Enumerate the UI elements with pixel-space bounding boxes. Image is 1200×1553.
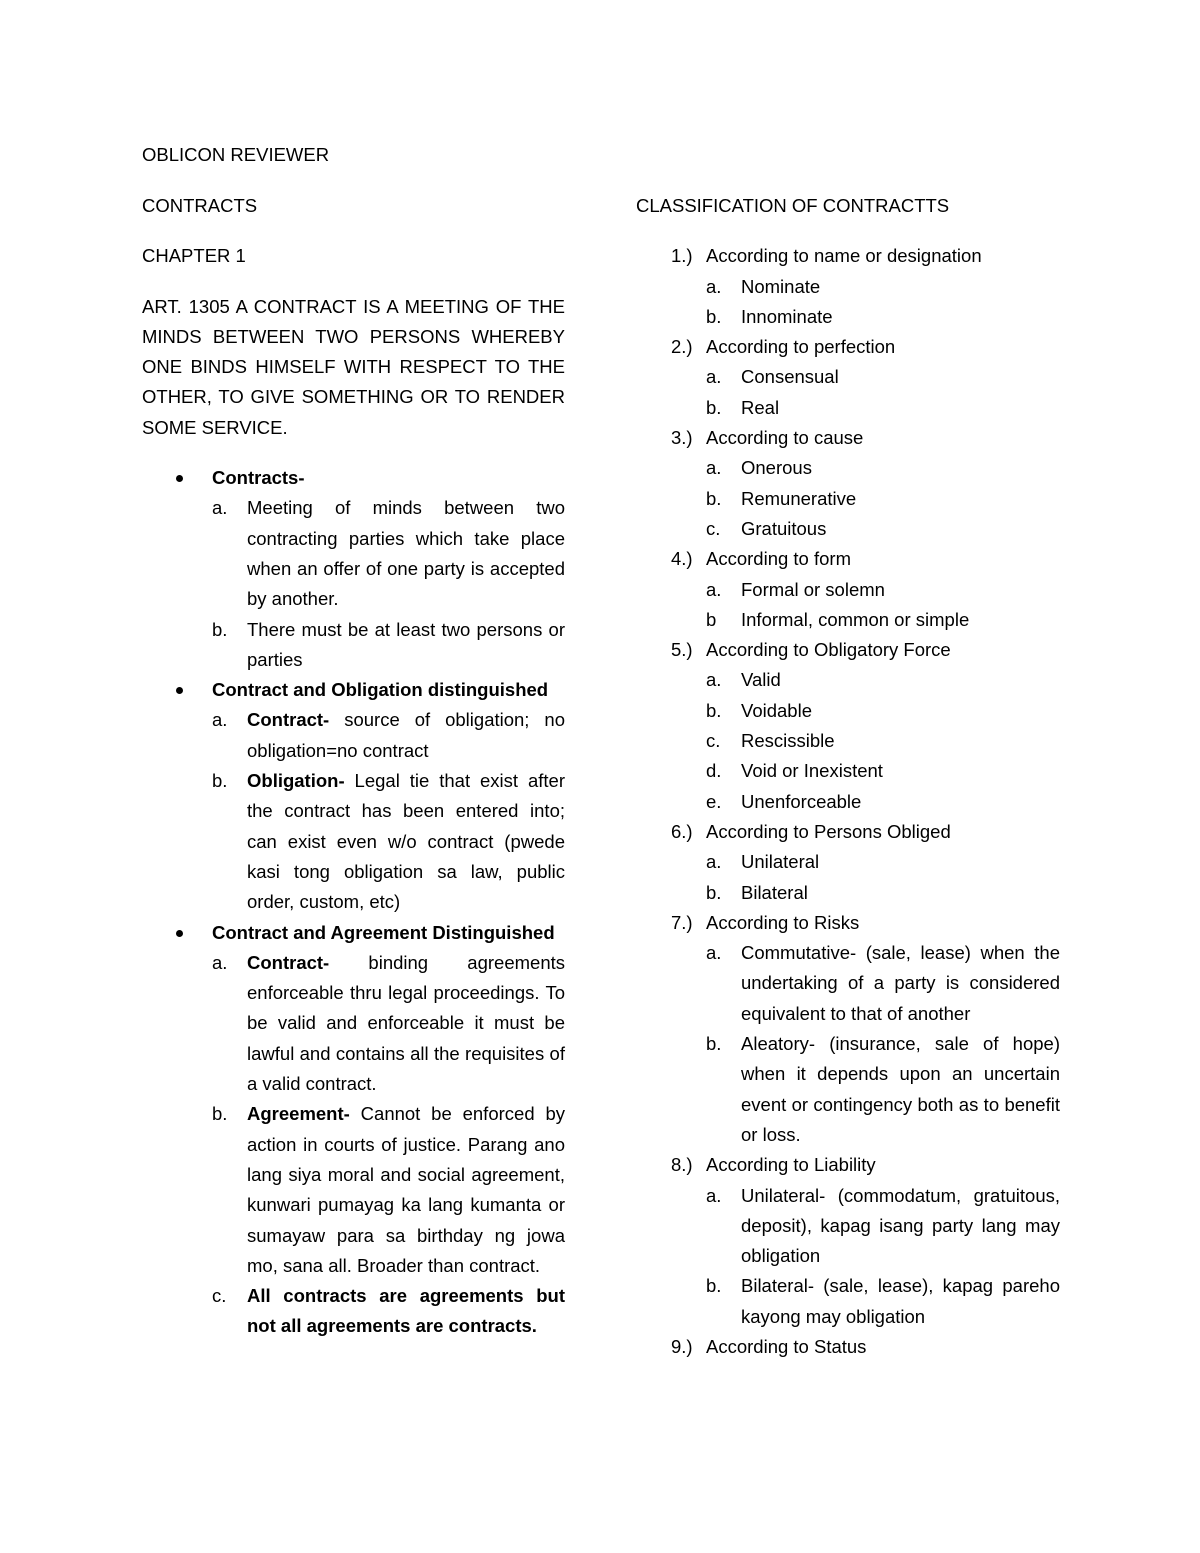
bullet-heading: Contract and Obligation distinguished <box>212 679 549 701</box>
list-letter: a. <box>706 457 722 479</box>
list-item-text: Valid <box>741 669 781 691</box>
classification-title: According to Status <box>706 1335 867 1357</box>
right-column <box>636 191 1060 1362</box>
classification-title: According to Obligatory Force <box>706 639 951 661</box>
list-item <box>706 756 1060 786</box>
classification-number: 1.) <box>671 245 693 267</box>
classification-number: 2.) <box>671 336 693 358</box>
document-title: OBLICON REVIEWER <box>142 144 330 165</box>
list-item <box>706 605 1060 635</box>
classification-number: 7.) <box>671 911 693 933</box>
bullet-contract-obligation <box>142 675 565 917</box>
list-item <box>706 514 1060 544</box>
classification-title: According to cause <box>706 427 864 449</box>
list-letter: a. <box>706 942 722 964</box>
list-letter: a. <box>706 1184 722 1206</box>
list-item <box>212 948 565 1099</box>
list-item-text: Remunerative <box>741 487 857 509</box>
article-1305-text: ART. 1305 A CONTRACT IS A MEETING OF THE MINDS BETWEEN TWO PERSONS WHEREBY ONE BINDS HIMSELF WITH RESPECT TO THE OTHER, TO GIVE SOMETHING OR TO RENDER SOME SERVICE. <box>142 295 565 438</box>
classification-number: 6.) <box>671 820 693 842</box>
list-item <box>706 302 1060 332</box>
list-letter: b. <box>706 396 722 418</box>
list-item <box>212 1099 565 1281</box>
section-heading-contracts: CONTRACTS <box>142 195 258 216</box>
classification-item <box>636 332 1060 423</box>
classification-title: According to form <box>706 548 851 570</box>
list-item-label: Contract- <box>247 951 330 973</box>
list-letter: b. <box>706 699 722 721</box>
list-item <box>706 575 1060 605</box>
bullet-heading: Contract and Agreement Distinguished <box>212 921 555 943</box>
list-item <box>706 1271 1060 1332</box>
classification-title: According to name or designation <box>706 245 982 267</box>
list-item-label: Obligation- <box>247 770 345 792</box>
list-item-text: There must be at least two persons or parties <box>247 618 565 670</box>
list-letter: c. <box>212 1285 227 1307</box>
list-item <box>212 766 565 917</box>
list-item-text: Informal, common or simple <box>741 608 970 630</box>
list-letter: a. <box>706 851 722 873</box>
classification-title: According to perfection <box>706 336 896 358</box>
list-item-text: Unilateral- (commodatum, gratuitous, deposit), kapag isang party lang may obligation <box>741 1184 1060 1267</box>
chapter-heading: CHAPTER 1 <box>142 245 246 267</box>
list-letter: d. <box>706 760 722 782</box>
list-item <box>706 362 1060 392</box>
list-item-label: Agreement- <box>247 1103 350 1125</box>
list-item-text: Legal tie that exist after the contract has been entered into; can exist even w/o contract (pwede kasi tong obligation sa law, public order, custom, etc) <box>247 770 565 913</box>
list-letter: e. <box>706 790 722 812</box>
list-item-text: Bilateral- (sale, lease), kapag pareho kayong may obligation <box>741 1275 1060 1327</box>
list-letter: b. <box>212 618 228 640</box>
classification-number: 5.) <box>671 639 693 661</box>
list-item-text: Meeting of minds between two contracting parties which take place when an offer of one party is accepted by another. <box>247 497 565 610</box>
classification-heading: CLASSIFICATION OF CONTRACTTS <box>636 195 950 216</box>
list-letter: a. <box>706 578 722 600</box>
list-letter: b. <box>706 1275 722 1297</box>
list-letter: a. <box>706 275 722 297</box>
list-item <box>706 787 1060 817</box>
list-item <box>706 393 1060 423</box>
classification-item <box>636 908 1060 1150</box>
list-letter: a. <box>212 497 228 519</box>
list-item <box>706 1181 1060 1272</box>
list-item-text: Commutative- (sale, lease) when the undertaking of a party is considered equivalent to that of another <box>741 942 1060 1024</box>
list-item <box>706 726 1060 756</box>
bullet-icon <box>176 687 183 694</box>
list-item <box>706 272 1060 302</box>
list-letter: a. <box>212 951 228 973</box>
list-letter: b. <box>706 305 722 327</box>
classification-item <box>636 544 1060 635</box>
list-letter: b. <box>706 881 722 903</box>
list-item-text: Gratuitous <box>741 517 827 539</box>
classification-title: According to Liability <box>706 1154 876 1176</box>
classification-number: 8.) <box>671 1154 693 1176</box>
list-letter: a. <box>706 669 722 691</box>
list-item <box>706 665 1060 695</box>
classification-title: According to Risks <box>706 911 860 933</box>
classification-title: According to Persons Obliged <box>706 820 951 842</box>
list-item <box>706 847 1060 877</box>
list-item-text: binding agreements enforceable thru legal proceedings. To be valid and enforceable it must be lawful and contains all the requisites of a valid contract. <box>247 951 565 1095</box>
list-item <box>212 1281 565 1342</box>
list-item-text: Rescissible <box>741 730 835 752</box>
list-letter: b <box>706 608 717 630</box>
list-letter: b. <box>212 1103 228 1125</box>
list-item-text: Nominate <box>741 275 821 297</box>
list-item-text: Aleatory- (insurance, sale of hope) when it depends upon an uncertain event or contingency both as to benefit or loss. <box>741 1033 1060 1145</box>
classification-item <box>636 817 1060 908</box>
list-item-label: Contract- <box>247 709 330 731</box>
list-item <box>212 493 565 614</box>
bullet-icon <box>176 930 183 937</box>
list-letter: b. <box>212 770 228 792</box>
bullet-contract-agreement <box>142 918 565 1342</box>
list-item-text: Consensual <box>741 366 839 388</box>
list-item <box>212 615 565 676</box>
list-item-text: Void or Inexistent <box>741 760 883 782</box>
classification-item <box>636 241 1060 332</box>
list-letter: b. <box>706 1033 722 1055</box>
bullet-heading: Contracts- <box>212 467 305 489</box>
list-item <box>212 705 565 766</box>
list-item <box>706 1029 1060 1150</box>
list-item <box>706 696 1060 726</box>
classification-list <box>636 241 1060 1362</box>
list-item <box>706 878 1060 908</box>
list-item-text: Voidable <box>741 699 812 721</box>
list-item-text: Real <box>741 396 780 418</box>
list-item-text: All contracts are agreements but not all agreements are contracts. <box>247 1285 565 1337</box>
classification-item <box>636 635 1060 817</box>
classification-item <box>636 1332 1060 1362</box>
list-item-text: Innominate <box>741 305 833 327</box>
classification-item <box>636 423 1060 544</box>
list-item-text: Cannot be enforced by action in courts of justice. Parang ano lang siya moral and social agreement, kunwari pumayag ka lang kumanta or sumayaw para sa birthday ng jowa mo, sana all. Broader than contract. <box>247 1103 565 1276</box>
classification-item <box>636 1150 1060 1332</box>
classification-number: 9.) <box>671 1335 693 1357</box>
bullet-icon <box>176 475 183 482</box>
classification-number: 4.) <box>671 548 693 570</box>
list-item-text: source of obligation; no obligation=no contract <box>247 709 565 761</box>
list-item-text: Unenforceable <box>741 790 862 812</box>
list-letter: c. <box>706 730 721 752</box>
list-letter: b. <box>706 487 722 509</box>
list-letter: c. <box>706 517 721 539</box>
list-item-text: Formal or solemn <box>741 578 885 600</box>
list-letter: a. <box>212 709 228 731</box>
classification-number: 3.) <box>671 427 693 449</box>
left-column <box>142 191 565 1342</box>
list-item-text: Onerous <box>741 457 812 479</box>
list-item-text: Bilateral <box>741 881 808 903</box>
bullet-contracts <box>142 463 565 675</box>
list-item-text: Unilateral <box>741 851 820 873</box>
list-item <box>706 484 1060 514</box>
list-item <box>706 938 1060 1029</box>
list-item <box>706 453 1060 483</box>
list-letter: a. <box>706 366 722 388</box>
